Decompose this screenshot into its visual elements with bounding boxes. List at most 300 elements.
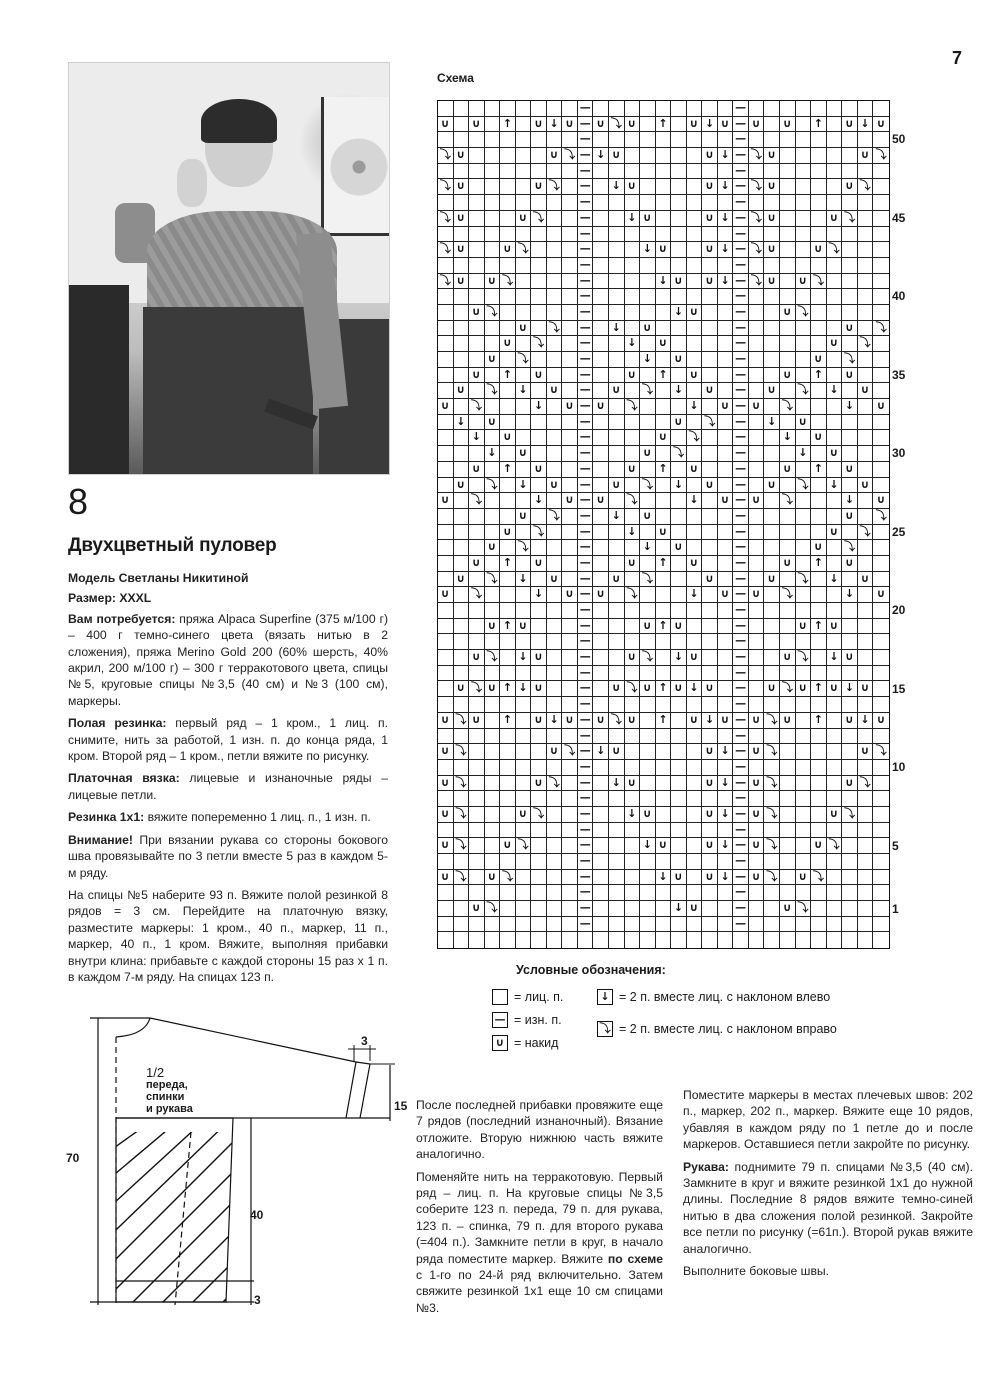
chart-cell: —: [578, 415, 594, 431]
chart-cell: ∪: [531, 713, 547, 729]
chart-cell: [858, 838, 874, 854]
chart-cell: [593, 383, 609, 399]
sleeves-text: поднимите 79 п. спицами №3,5 (40 см). Замкните в круг и вяжите резинкой 1x1 до нужной длины. Последние 8 рядов вяжите темно-синей нитью в два сложения полой резинкой. Закройте все петли по рисунку (=61п.). Второй рукав вяжите аналогично.: [683, 1159, 973, 1256]
chart-cell: [842, 478, 858, 494]
chart-cell: [609, 932, 625, 948]
chart-cell: ∪: [718, 587, 734, 603]
chart-cell: [873, 791, 889, 807]
chart-cell: [454, 854, 470, 870]
chart-cell: ∪: [702, 572, 718, 588]
chart-cell: [811, 211, 827, 227]
chart-cell: [640, 870, 656, 886]
chart-cell: [842, 525, 858, 541]
chart-cell: [485, 258, 501, 274]
diagram-label-fraction: 1/2: [146, 1065, 165, 1080]
chart-cell: [454, 650, 470, 666]
chart-cell: —: [578, 634, 594, 650]
chart-cell: [764, 493, 780, 509]
chart-cell: ⤵: [764, 744, 780, 760]
chart-row-label: 10: [892, 760, 906, 775]
legend-item-purl: [492, 1012, 562, 1028]
chart-cell: ⤵: [764, 776, 780, 792]
stitch-hollow-rib: [68, 715, 388, 764]
chart-cell: [562, 885, 578, 901]
chart-cell: [873, 854, 889, 870]
chart-cell: ⤵: [625, 587, 641, 603]
chart-cell: —: [733, 870, 749, 886]
chart-cell: [749, 603, 765, 619]
chart-cell: ∪: [780, 556, 796, 572]
chart-cell: —: [733, 572, 749, 588]
chart-cell: [764, 305, 780, 321]
chart-cell: [640, 148, 656, 164]
chart-cell: [764, 336, 780, 352]
chart-cell: [547, 195, 563, 211]
chart-cell: —: [733, 164, 749, 180]
chart-cell: [827, 587, 843, 603]
chart-cell: [842, 697, 858, 713]
chart-cell: —: [733, 430, 749, 446]
chart-cell: [625, 478, 641, 494]
chart-cell: [516, 525, 532, 541]
chart-cell: [764, 195, 780, 211]
legend-label: = лиц. п.: [514, 990, 564, 1004]
chart-cell: [858, 258, 874, 274]
chart-cell: [873, 415, 889, 431]
chart-cell: [687, 211, 703, 227]
chart-cell: [827, 634, 843, 650]
chart-cell: ∪: [531, 368, 547, 384]
chart-cell: [827, 274, 843, 290]
chart-cell: [547, 368, 563, 384]
chart-cell: [500, 587, 516, 603]
chart-cell: [640, 179, 656, 195]
chart-cell: [609, 885, 625, 901]
chart-cell: [873, 901, 889, 917]
chart-cell: [687, 917, 703, 933]
chart-cell: ⤵: [562, 148, 578, 164]
chart-cell: —: [578, 619, 594, 635]
chart-cell: [516, 587, 532, 603]
chart-cell: [500, 446, 516, 462]
chart-cell: [656, 415, 672, 431]
chart-cell: —: [733, 493, 749, 509]
chart-cell: —: [733, 478, 749, 494]
chart-cell: [842, 619, 858, 635]
chart-cell: [796, 838, 812, 854]
chart-cell: ∪: [438, 117, 454, 133]
chart-cell: —: [578, 462, 594, 478]
chart-cell: ∪: [625, 117, 641, 133]
chart-cell: [780, 211, 796, 227]
chart-cell: [842, 415, 858, 431]
chart-cell: ↓: [516, 383, 532, 399]
chart-cell: [609, 274, 625, 290]
chart-cell: [640, 713, 656, 729]
chart-cell: [796, 823, 812, 839]
chart-cell: [842, 101, 858, 117]
chart-cell: [702, 462, 718, 478]
chart-cell: ∪: [702, 744, 718, 760]
chart-cell: [749, 462, 765, 478]
knitting-chart-grid: [437, 100, 890, 949]
chart-cell: ∪: [516, 509, 532, 525]
chart-cell: [531, 509, 547, 525]
chart-cell: ∪: [749, 744, 765, 760]
chart-cell: ↓: [687, 399, 703, 415]
chart-cell: [858, 807, 874, 823]
schematic-diagram: [66, 1015, 410, 1315]
chart-cell: [531, 666, 547, 682]
chart-cell: [438, 619, 454, 635]
chart-cell: [780, 603, 796, 619]
chart-cell: [718, 932, 734, 948]
chart-cell: [764, 430, 780, 446]
chart-cell: ⤵: [811, 870, 827, 886]
chart-cell: [780, 697, 796, 713]
chart-cell: [780, 807, 796, 823]
chart-cell: [702, 823, 718, 839]
chart-cell: ↑: [500, 462, 516, 478]
chart-cell: [718, 729, 734, 745]
chart-cell: ∪: [609, 383, 625, 399]
chart-cell: ↓: [702, 117, 718, 133]
chart-cell: [640, 368, 656, 384]
chart-cell: ∪: [858, 572, 874, 588]
chart-cell: [842, 603, 858, 619]
chart-cell: ⤵: [796, 383, 812, 399]
chart-cell: ∪: [593, 399, 609, 415]
chart-cell: ∪: [873, 399, 889, 415]
chart-cell: [671, 823, 687, 839]
chart-cell: [593, 430, 609, 446]
chart-cell: [842, 132, 858, 148]
chart-cell: [562, 901, 578, 917]
chart-cell: [827, 697, 843, 713]
chart-cell: [531, 148, 547, 164]
chart-row-label: 1: [892, 901, 899, 916]
chart-cell: [562, 540, 578, 556]
chart-cell: [516, 289, 532, 305]
chart-cell: [656, 289, 672, 305]
chart-cell: [656, 776, 672, 792]
chart-cell: [625, 195, 641, 211]
chart-cell: ↓: [718, 179, 734, 195]
author-line: Модель Светланы Никитиной: [68, 571, 249, 585]
chart-cell: [609, 603, 625, 619]
chart-cell: [485, 399, 501, 415]
chart-cell: [858, 885, 874, 901]
chart-cell: [858, 932, 874, 948]
chart-cell: [531, 885, 547, 901]
chart-cell: ∪: [764, 681, 780, 697]
chart-cell: [749, 854, 765, 870]
chart-cell: [438, 462, 454, 478]
chart-cell: [516, 791, 532, 807]
chart-cell: [531, 619, 547, 635]
chart-cell: [656, 932, 672, 948]
chart-cell: [438, 885, 454, 901]
chart-cell: ⤵: [485, 572, 501, 588]
chart-cell: —: [578, 117, 594, 133]
chart-cell: [609, 462, 625, 478]
chart-cell: ∪: [811, 430, 827, 446]
chart-cell: [780, 540, 796, 556]
chart-cell: ↓: [842, 681, 858, 697]
chart-cell: ∪: [687, 901, 703, 917]
chart-cell: [516, 901, 532, 917]
chart-cell: [454, 901, 470, 917]
chart-cell: [516, 556, 532, 572]
chart-cell: ∪: [625, 179, 641, 195]
chart-cell: [749, 823, 765, 839]
chart-cell: [687, 383, 703, 399]
chart-cell: ↑: [811, 117, 827, 133]
chart-cell: [796, 525, 812, 541]
chart-cell: [873, 289, 889, 305]
chart-cell: —: [733, 195, 749, 211]
chart-cell: [516, 885, 532, 901]
chart-cell: [562, 823, 578, 839]
chart-cell: [780, 274, 796, 290]
chart-cell: ↓: [842, 399, 858, 415]
chart-cell: [547, 854, 563, 870]
chart-cell: ↓: [640, 242, 656, 258]
chart-cell: [842, 148, 858, 164]
chart-cell: [827, 854, 843, 870]
chart-cell: [858, 587, 874, 603]
chart-cell: —: [578, 917, 594, 933]
chart-cell: [516, 493, 532, 509]
chart-cell: [873, 242, 889, 258]
chart-cell: [485, 854, 501, 870]
chart-cell: [454, 634, 470, 650]
chart-cell: ∪: [438, 587, 454, 603]
chart-cell: [811, 572, 827, 588]
chart-cell: ↓: [531, 493, 547, 509]
chart-cell: —: [578, 383, 594, 399]
chart-cell: [858, 854, 874, 870]
chart-cell: [516, 117, 532, 133]
legend-label: = 2 п. вместе лиц. с наклоном вправо: [619, 1022, 837, 1036]
chart-cell: ↓: [842, 587, 858, 603]
chart-cell: [485, 227, 501, 243]
chart-cell: [562, 211, 578, 227]
chart-cell: [640, 885, 656, 901]
chart-cell: [531, 258, 547, 274]
chart-cell: ∪: [702, 478, 718, 494]
chart-cell: [438, 854, 454, 870]
chart-cell: [702, 352, 718, 368]
chart-cell: [811, 321, 827, 337]
chart-cell: —: [733, 242, 749, 258]
chart-cell: ⤵: [454, 776, 470, 792]
chart-cell: [531, 478, 547, 494]
chart-cell: [562, 776, 578, 792]
chart-cell: [796, 211, 812, 227]
chart-cell: [811, 148, 827, 164]
chart-cell: ∪: [687, 117, 703, 133]
chart-cell: [811, 823, 827, 839]
chart-cell: ⤵: [454, 713, 470, 729]
chart-cell: ↑: [500, 117, 516, 133]
chart-cell: ⤵: [454, 870, 470, 886]
chart-cell: [749, 932, 765, 948]
chart-cell: [485, 807, 501, 823]
chart-cell: [656, 179, 672, 195]
chart-cell: [858, 164, 874, 180]
chart-cell: —: [733, 132, 749, 148]
chart-cell: ↑: [500, 681, 516, 697]
chart-cell: [827, 932, 843, 948]
chart-cell: ∪: [842, 462, 858, 478]
chart-cell: [609, 227, 625, 243]
chart-cell: [656, 729, 672, 745]
chart-cell: ∪: [671, 415, 687, 431]
chart-cell: [764, 901, 780, 917]
chart-cell: ↓: [671, 650, 687, 666]
chart-cell: [827, 760, 843, 776]
chart-cell: [438, 101, 454, 117]
chart-cell: [500, 885, 516, 901]
chart-cell: [687, 744, 703, 760]
chart-cell: ↓: [827, 650, 843, 666]
chart-cell: [858, 289, 874, 305]
chart-cell: ∪: [593, 713, 609, 729]
chart-cell: [500, 493, 516, 509]
chart-cell: ↑: [500, 556, 516, 572]
chart-cell: [640, 493, 656, 509]
chart-cell: [827, 823, 843, 839]
chart-cell: [531, 195, 547, 211]
chart-cell: [702, 101, 718, 117]
chart-cell: [796, 760, 812, 776]
chart-cell: ∪: [780, 901, 796, 917]
chart-cell: [562, 509, 578, 525]
chart-cell: [485, 666, 501, 682]
chart-cell: [485, 430, 501, 446]
chart-cell: [827, 509, 843, 525]
chart-cell: [671, 430, 687, 446]
chart-cell: [625, 870, 641, 886]
chart-cell: [469, 807, 485, 823]
chart-cell: [469, 383, 485, 399]
attention-label: Внимание!: [68, 832, 133, 847]
chart-cell: [454, 525, 470, 541]
chart-cell: ↑: [811, 713, 827, 729]
chart-cell: [873, 132, 889, 148]
chart-cell: [749, 760, 765, 776]
chart-cell: [593, 164, 609, 180]
chart-cell: [485, 164, 501, 180]
chart-cell: [500, 572, 516, 588]
chart-cell: [842, 823, 858, 839]
chart-cell: [764, 885, 780, 901]
chart-cell: [702, 650, 718, 666]
chart-cell: [671, 101, 687, 117]
chart-cell: [562, 697, 578, 713]
chart-cell: [671, 634, 687, 650]
chart-cell: [687, 446, 703, 462]
sleeves-label: Рукава:: [683, 1159, 729, 1174]
chart-cell: [858, 634, 874, 650]
chart-cell: ⤵: [454, 807, 470, 823]
chart-cell: ↓: [718, 776, 734, 792]
chart-cell: [640, 744, 656, 760]
chart-cell: [640, 901, 656, 917]
chart-cell: [593, 195, 609, 211]
chart-cell: [625, 901, 641, 917]
chart-cell: —: [578, 540, 594, 556]
chart-cell: ∪: [796, 619, 812, 635]
chart-cell: [593, 619, 609, 635]
chart-cell: [516, 823, 532, 839]
chart-cell: [640, 525, 656, 541]
chart-cell: [516, 148, 532, 164]
chart-cell: [469, 838, 485, 854]
chart-cell: [516, 430, 532, 446]
chart-row-label: 45: [892, 210, 906, 225]
chart-cell: [811, 305, 827, 321]
chart-cell: [780, 525, 796, 541]
chart-cell: [485, 336, 501, 352]
diagram-label-sleeve: и рукава: [146, 1103, 193, 1115]
chart-cell: [656, 823, 672, 839]
chart-cell: [547, 901, 563, 917]
chart-cell: ⤵: [671, 446, 687, 462]
chart-cell: [873, 462, 889, 478]
chart-cell: ↓: [687, 493, 703, 509]
chart-cell: [780, 619, 796, 635]
chart-cell: —: [578, 776, 594, 792]
chart-cell: —: [578, 274, 594, 290]
chart-cell: ∪: [764, 211, 780, 227]
chart-cell: [485, 634, 501, 650]
chart-cell: [858, 493, 874, 509]
chart-cell: [547, 650, 563, 666]
chart-cell: [469, 885, 485, 901]
chart-cell: [718, 917, 734, 933]
chart-cell: ∪: [469, 901, 485, 917]
chart-cell: —: [578, 493, 594, 509]
chart-cell: [687, 321, 703, 337]
chart-cell: [516, 634, 532, 650]
chart-cell: [593, 509, 609, 525]
chart-cell: [516, 415, 532, 431]
chart-cell: [702, 368, 718, 384]
chart-cell: [656, 885, 672, 901]
chart-cell: ∪: [593, 587, 609, 603]
chart-cell: [547, 885, 563, 901]
chart-cell: —: [733, 823, 749, 839]
chart-cell: [469, 697, 485, 713]
chart-cell: [516, 713, 532, 729]
chart-cell: [593, 917, 609, 933]
chart-cell: ∪: [671, 870, 687, 886]
chart-cell: ↓: [609, 179, 625, 195]
chart-cell: [718, 650, 734, 666]
pattern-description: [68, 570, 388, 991]
chart-cell: ↓: [516, 572, 532, 588]
chart-cell: ↑: [811, 368, 827, 384]
chart-cell: [500, 697, 516, 713]
chart-cell: [593, 572, 609, 588]
chart-cell: [858, 917, 874, 933]
chart-cell: [485, 838, 501, 854]
chart-cell: ⤵: [516, 540, 532, 556]
chart-cell: [625, 619, 641, 635]
chart-cell: ⤵: [764, 870, 780, 886]
